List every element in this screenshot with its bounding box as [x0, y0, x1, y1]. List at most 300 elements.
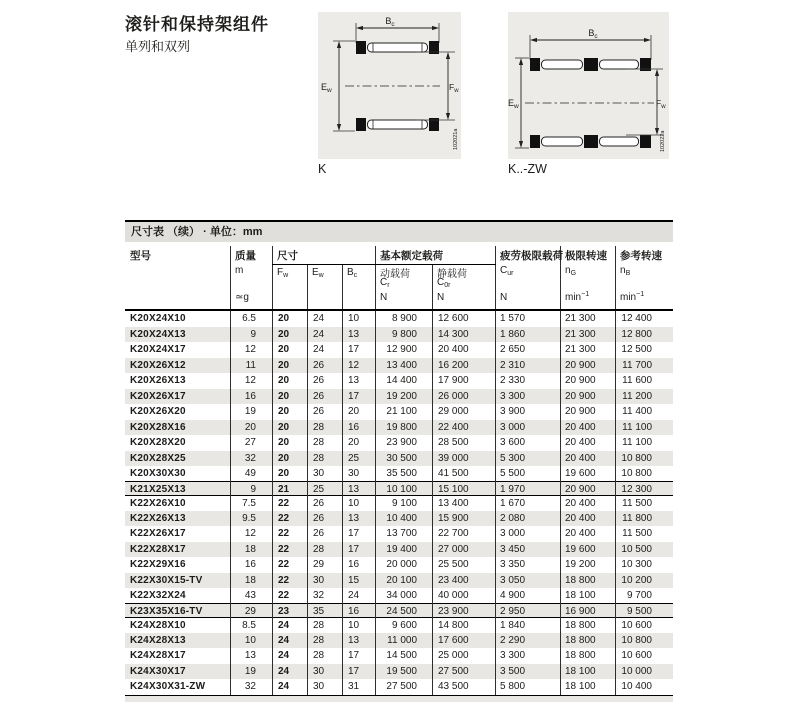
- cell-cur: 1 840: [496, 618, 561, 633]
- table-caption: 尺寸表 （续） · 单位：mm: [125, 222, 673, 242]
- cell-cr: 27 500: [376, 679, 433, 695]
- cur-symbol: $C_{ur}$: [500, 265, 514, 277]
- cell-c0r: 15 100: [433, 482, 496, 497]
- cell-mass: 19: [231, 664, 273, 680]
- cell-c0r: 39 000: [433, 451, 496, 467]
- cell-fw: 20: [273, 451, 308, 467]
- cell-designation: K22X32X24: [125, 588, 231, 604]
- cell-cr: 19 400: [376, 542, 433, 558]
- cell-bc: 17: [343, 542, 376, 558]
- cell-fw: 24: [273, 664, 308, 680]
- cell-fw: 20: [273, 389, 308, 405]
- cell-ew: 30: [308, 664, 343, 680]
- cell-ew: 30: [308, 573, 343, 589]
- table-row: [125, 633, 673, 649]
- cell-cr: 20 100: [376, 573, 433, 589]
- cell-c0r: 41 500: [433, 466, 496, 482]
- cell-fw: 22: [273, 573, 308, 589]
- cell-bc: 17: [343, 526, 376, 542]
- cell-designation: K22X26X17: [125, 526, 231, 542]
- table-row: [125, 327, 673, 343]
- cr-symbol: $C_r$: [380, 277, 390, 289]
- cell-fw: 20: [273, 373, 308, 389]
- cell-c0r: 14 300: [433, 327, 496, 343]
- cell-cr: 23 900: [376, 435, 433, 451]
- table-row: [125, 542, 673, 558]
- cell-bc: 16: [343, 604, 376, 619]
- cell-ew: 24: [308, 311, 343, 327]
- cell-designation: K20X30X30: [125, 466, 231, 482]
- cell-fw: 22: [273, 526, 308, 542]
- col-mass: 质量: [235, 250, 256, 262]
- cell-ew: 28: [308, 618, 343, 633]
- cell-bc: 25: [343, 451, 376, 467]
- cell-ew: 26: [308, 526, 343, 542]
- cell-ng: 18 800: [561, 618, 616, 633]
- cell-bc: 20: [343, 435, 376, 451]
- cell-cur: 5 800: [496, 679, 561, 695]
- cell-cur: 3 350: [496, 557, 561, 573]
- cell-ew: 24: [308, 342, 343, 358]
- cell-ng: 16 900: [561, 604, 616, 619]
- cell-cr: 19 500: [376, 664, 433, 680]
- cell-nb: 12 500: [621, 344, 652, 355]
- cell-designation: K20X24X17: [125, 342, 231, 358]
- cell-designation: K20X26X12: [125, 358, 231, 374]
- cell-mass: 20: [231, 420, 273, 436]
- figure-k-caption: K: [318, 162, 327, 176]
- figure-kzw-code: 102022a: [660, 130, 666, 152]
- cell-cur: 3 000: [496, 420, 561, 436]
- cell-cur: 1 970: [496, 482, 561, 497]
- cell-ng: 18 800: [561, 573, 616, 589]
- cell-designation: K22X26X10: [125, 496, 231, 511]
- cell-designation: K20X28X20: [125, 435, 231, 451]
- col-dimensions: 尺寸: [277, 250, 298, 262]
- cell-fw: 22: [273, 557, 308, 573]
- cell-mass: 29: [231, 604, 273, 619]
- cell-cur: 3 000: [496, 526, 561, 542]
- cell-designation: K24X28X17: [125, 648, 231, 664]
- cell-fw: 20: [273, 466, 308, 482]
- header-divider: [342, 265, 343, 309]
- table-body: [125, 311, 673, 695]
- table-row: [125, 435, 673, 451]
- cell-cur: 2 290: [496, 633, 561, 649]
- col-limiting-speed: 极限转速: [565, 250, 607, 262]
- cell-cur: 3 600: [496, 435, 561, 451]
- cell-ng: 20 400: [561, 420, 616, 436]
- bc-symbol: $B_c$: [347, 267, 358, 279]
- cell-nb: 11 500: [622, 498, 652, 509]
- cell-mass: 32: [231, 679, 273, 695]
- cell-cr: 13 700: [376, 526, 433, 542]
- nb-unit: $\min^{-1}$: [620, 291, 645, 303]
- cell-cr: 9 600: [376, 618, 433, 633]
- cell-ng: 20 400: [561, 435, 616, 451]
- cell-cur: 5 300: [496, 451, 561, 467]
- cell-c0r: 23 400: [433, 573, 496, 589]
- cell-ng: 19 200: [561, 557, 616, 573]
- fw-symbol: $F_w$: [277, 267, 289, 279]
- cell-ng: 18 800: [561, 633, 616, 649]
- cell-ng: 18 100: [561, 588, 616, 604]
- cell-mass: 32: [231, 451, 273, 467]
- cell-mass: 9.5: [231, 511, 273, 527]
- cell-ew: 28: [308, 451, 343, 467]
- mass-unit: ≃g: [235, 292, 249, 303]
- dim-fw-label: $F_w$: [449, 82, 459, 94]
- cell-cur: 5 500: [496, 466, 561, 482]
- cell-bc: 13: [343, 327, 376, 343]
- cell-c0r: 25 000: [433, 648, 496, 664]
- cell-nb: 10 600: [621, 650, 652, 661]
- cell-mass: 7.5: [231, 496, 273, 511]
- cell-ew: 26: [308, 404, 343, 420]
- cell-nb: 11 100: [622, 437, 652, 448]
- cell-mass: 18: [231, 573, 273, 589]
- cell-cr: 8 900: [376, 311, 433, 327]
- static-load-label: 静载荷: [437, 269, 467, 280]
- table-row: [125, 495, 673, 511]
- table-row: [125, 358, 673, 374]
- cell-cur: 2 950: [496, 604, 561, 619]
- cell-bc: 16: [343, 557, 376, 573]
- cell-cr: 13 400: [376, 358, 433, 374]
- cell-ew: 30: [308, 466, 343, 482]
- cell-nb: 10 800: [621, 634, 652, 646]
- cell-bc: 13: [343, 511, 376, 527]
- cell-bc: 31: [343, 679, 376, 695]
- table-row: [125, 648, 673, 664]
- col-designation: 型号: [130, 250, 151, 262]
- page-subtitle: 单列和双列: [125, 39, 191, 54]
- cell-fw: 22: [273, 542, 308, 558]
- cell-nb: 10 200: [621, 574, 652, 586]
- cell-nb: 10 600: [621, 620, 652, 631]
- ew-symbol: $E_w$: [312, 267, 324, 279]
- cell-cur: 3 300: [496, 389, 561, 405]
- cell-nb: 11 600: [622, 375, 652, 386]
- cell-designation: K23X35X16-TV: [125, 604, 231, 619]
- table-row: [125, 664, 673, 680]
- cell-cur: 3 500: [496, 664, 561, 680]
- cell-cr: 34 000: [376, 588, 433, 604]
- col-fatigue-load: 疲劳极限载荷: [500, 250, 563, 262]
- cell-mass: 6.5: [231, 311, 273, 327]
- cell-bc: 13: [343, 373, 376, 389]
- cell-ng: 20 900: [561, 373, 616, 389]
- cell-bc: 16: [343, 420, 376, 436]
- cell-ng: 20 900: [561, 404, 616, 420]
- cell-designation: K20X24X13: [125, 327, 231, 343]
- cell-cur: 2 310: [496, 358, 561, 374]
- cell-bc: 12: [343, 358, 376, 374]
- table-row: [125, 466, 673, 482]
- ng-symbol: $n_G$: [565, 265, 577, 277]
- cell-nb: 11 400: [622, 406, 652, 417]
- cell-ew: 35: [308, 604, 343, 619]
- cell-fw: 24: [273, 633, 308, 649]
- cell-nb: 11 700: [622, 359, 652, 371]
- table-row: [125, 481, 673, 497]
- cell-cr: 30 500: [376, 451, 433, 467]
- dim-ew-label: $E_w$: [508, 98, 519, 110]
- next-row-sliver: [125, 696, 673, 702]
- table-row: [125, 451, 673, 467]
- cell-cr: 10 400: [376, 511, 433, 527]
- cell-nb: 9 500: [626, 605, 652, 617]
- cell-ng: 19 600: [561, 542, 616, 558]
- cell-mass: 9: [231, 327, 273, 343]
- table-row: [125, 342, 673, 358]
- cell-cur: 3 300: [496, 648, 561, 664]
- cell-ng: 20 400: [561, 526, 616, 542]
- cell-cr: 21 100: [376, 404, 433, 420]
- cell-cr: 24 500: [376, 604, 433, 619]
- cell-bc: 20: [343, 404, 376, 420]
- cell-ng: 20 400: [561, 496, 616, 511]
- cell-cur: 3 900: [496, 404, 561, 420]
- cell-c0r: 27 500: [433, 664, 496, 680]
- cell-c0r: 17 600: [433, 633, 496, 649]
- dim-bc-label: $B_c$: [588, 28, 598, 40]
- dims-group-underline: [272, 264, 376, 265]
- cell-fw: 20: [273, 327, 308, 343]
- cell-ew: 26: [308, 496, 343, 511]
- cell-bc: 15: [343, 573, 376, 589]
- cell-nb: 11 100: [622, 421, 652, 433]
- figure-kzw-panel: [508, 12, 669, 159]
- cell-ng: 20 900: [561, 358, 616, 374]
- cell-cr: 10 100: [376, 482, 433, 497]
- nb-symbol: $n_B$: [620, 265, 631, 277]
- cell-nb: 12 800: [621, 328, 652, 340]
- cell-designation: K20X24X10: [125, 311, 231, 327]
- cell-ng: 21 300: [561, 311, 616, 327]
- header-divider: [495, 246, 496, 309]
- cell-c0r: 13 400: [433, 496, 496, 511]
- cell-cr: 9 800: [376, 327, 433, 343]
- cell-nb: 12 300: [621, 483, 652, 495]
- cr-unit: N: [380, 292, 388, 303]
- cell-cr: 19 800: [376, 420, 433, 436]
- cell-designation: K22X30X15-TV: [125, 573, 231, 589]
- ng-unit: $\min^{-1}$: [565, 291, 590, 303]
- c0r-unit: N: [437, 292, 445, 303]
- cell-c0r: 22 400: [433, 420, 496, 436]
- cell-ew: 30: [308, 679, 343, 695]
- cell-mass: 16: [231, 389, 273, 405]
- cell-c0r: 27 000: [433, 542, 496, 558]
- cell-bc: 10: [343, 311, 376, 327]
- cell-c0r: 26 000: [433, 389, 496, 405]
- cell-mass: 18: [231, 542, 273, 558]
- table-row: [125, 617, 673, 633]
- cell-mass: 13: [231, 648, 273, 664]
- cell-designation: K20X26X13: [125, 373, 231, 389]
- cell-ew: 28: [308, 435, 343, 451]
- cell-ew: 26: [308, 511, 343, 527]
- cell-ew: 28: [308, 542, 343, 558]
- cell-c0r: 15 900: [433, 511, 496, 527]
- cell-mass: 49: [231, 466, 273, 482]
- cell-mass: 10: [231, 633, 273, 649]
- cell-cur: 1 860: [496, 327, 561, 343]
- cell-cr: 19 200: [376, 389, 433, 405]
- cell-fw: 23: [273, 604, 308, 619]
- cell-ew: 26: [308, 373, 343, 389]
- cell-cr: 35 500: [376, 466, 433, 482]
- table-row: [125, 679, 673, 695]
- cell-bc: 10: [343, 618, 376, 633]
- cell-bc: 17: [343, 648, 376, 664]
- dim-bc-label: $B_c$: [385, 16, 395, 28]
- cell-fw: 20: [273, 404, 308, 420]
- figure-k-panel: [318, 12, 461, 159]
- cell-ng: 20 400: [561, 511, 616, 527]
- header-divider: [230, 246, 231, 309]
- dim-ew-label: $E_w$: [321, 82, 332, 94]
- cell-cur: 1 570: [496, 311, 561, 327]
- table-row: [125, 420, 673, 436]
- cell-c0r: 14 800: [433, 618, 496, 633]
- dim-fw-label: $F_w$: [656, 98, 666, 110]
- cell-ew: 24: [308, 327, 343, 343]
- cell-designation: K24X28X13: [125, 633, 231, 649]
- cell-nb: 10 400: [621, 681, 652, 692]
- cell-nb: 11 500: [622, 528, 652, 539]
- cell-cr: 11 000: [376, 633, 433, 649]
- cell-mass: 12: [231, 526, 273, 542]
- cell-designation: K24X28X10: [125, 618, 231, 633]
- cell-ng: 18 100: [561, 679, 616, 695]
- table-row: [125, 557, 673, 573]
- cell-mass: 9: [231, 482, 273, 497]
- cell-c0r: 20 400: [433, 342, 496, 358]
- cell-designation: K24X30X17: [125, 664, 231, 680]
- col-load-ratings: 基本额定载荷: [380, 250, 443, 262]
- cell-ng: 18 100: [561, 664, 616, 680]
- cell-cr: 20 000: [376, 557, 433, 573]
- cell-cur: 2 330: [496, 373, 561, 389]
- cell-bc: 24: [343, 588, 376, 604]
- cell-c0r: 23 900: [433, 604, 496, 619]
- cell-cur: 2 080: [496, 511, 561, 527]
- cell-bc: 17: [343, 664, 376, 680]
- cell-nb: 10 000: [621, 665, 652, 677]
- cell-fw: 22: [273, 496, 308, 511]
- cell-designation: K22X29X16: [125, 557, 231, 573]
- figure-kzw-caption: K..-ZW: [508, 162, 547, 176]
- cur-unit: N: [500, 292, 508, 303]
- table-row: [125, 373, 673, 389]
- cell-cr: 14 400: [376, 373, 433, 389]
- cell-fw: 22: [273, 588, 308, 604]
- cell-nb: 11 800: [622, 512, 652, 524]
- cell-ng: 20 400: [561, 451, 616, 467]
- cell-designation: K20X26X17: [125, 389, 231, 405]
- cell-ng: 19 600: [561, 466, 616, 482]
- c0r-symbol: $C_{0r}$: [437, 277, 451, 289]
- cell-designation: K21X25X13: [125, 482, 231, 497]
- cell-c0r: 12 600: [433, 311, 496, 327]
- cell-fw: 20: [273, 358, 308, 374]
- cell-mass: 12: [231, 342, 273, 358]
- header-divider: [432, 265, 433, 309]
- cell-ng: 18 800: [561, 648, 616, 664]
- cell-designation: K20X28X25: [125, 451, 231, 467]
- cell-nb: 9 700: [626, 590, 652, 601]
- table-row: [125, 573, 673, 589]
- cell-designation: K20X26X20: [125, 404, 231, 420]
- cell-cur: 4 900: [496, 588, 561, 604]
- cell-c0r: 40 000: [433, 588, 496, 604]
- cell-bc: 30: [343, 466, 376, 482]
- col-reference-speed: 参考转速: [620, 250, 662, 262]
- table-row: [125, 526, 673, 542]
- cell-cur: 3 450: [496, 542, 561, 558]
- cell-c0r: 25 500: [433, 557, 496, 573]
- cell-c0r: 28 500: [433, 435, 496, 451]
- cell-mass: 11: [231, 358, 273, 374]
- cell-cur: 3 050: [496, 573, 561, 589]
- cell-fw: 22: [273, 511, 308, 527]
- cell-c0r: 17 900: [433, 373, 496, 389]
- cell-mass: 16: [231, 557, 273, 573]
- cell-ew: 32: [308, 588, 343, 604]
- cell-fw: 20: [273, 311, 308, 327]
- dynamic-load-label: 动载荷: [380, 269, 410, 280]
- header-divider: [272, 246, 273, 309]
- header-divider: [615, 246, 616, 309]
- cell-mass: 12: [231, 373, 273, 389]
- cell-fw: 24: [273, 679, 308, 695]
- cell-c0r: 16 200: [433, 358, 496, 374]
- cell-bc: 13: [343, 482, 376, 497]
- dimension-table: [125, 220, 673, 702]
- header-divider: [375, 246, 376, 309]
- cell-ew: 26: [308, 358, 343, 374]
- cell-bc: 10: [343, 496, 376, 511]
- cell-c0r: 22 700: [433, 526, 496, 542]
- cell-cur: 2 650: [496, 342, 561, 358]
- cell-designation: K20X28X16: [125, 420, 231, 436]
- cell-mass: 19: [231, 404, 273, 420]
- cell-fw: 21: [273, 482, 308, 497]
- cell-ng: 21 300: [561, 342, 616, 358]
- cell-ew: 28: [308, 648, 343, 664]
- table-header: [125, 246, 673, 311]
- cell-designation: K22X26X13: [125, 511, 231, 527]
- cell-ng: 21 300: [561, 327, 616, 343]
- cell-nb: 10 800: [621, 468, 652, 479]
- cell-designation: K22X28X17: [125, 542, 231, 558]
- table-row: [125, 311, 673, 327]
- cell-fw: 20: [273, 342, 308, 358]
- cell-fw: 20: [273, 420, 308, 436]
- cell-bc: 17: [343, 389, 376, 405]
- cell-nb: 12 400: [621, 313, 652, 324]
- cell-ew: 25: [308, 482, 343, 497]
- cell-ng: 20 900: [561, 482, 616, 497]
- cell-fw: 24: [273, 648, 308, 664]
- figure-k-diagram: [318, 12, 461, 159]
- cell-nb: 10 800: [621, 452, 652, 464]
- cell-fw: 24: [273, 618, 308, 633]
- cell-cr: 9 100: [376, 496, 433, 511]
- cell-c0r: 29 000: [433, 404, 496, 420]
